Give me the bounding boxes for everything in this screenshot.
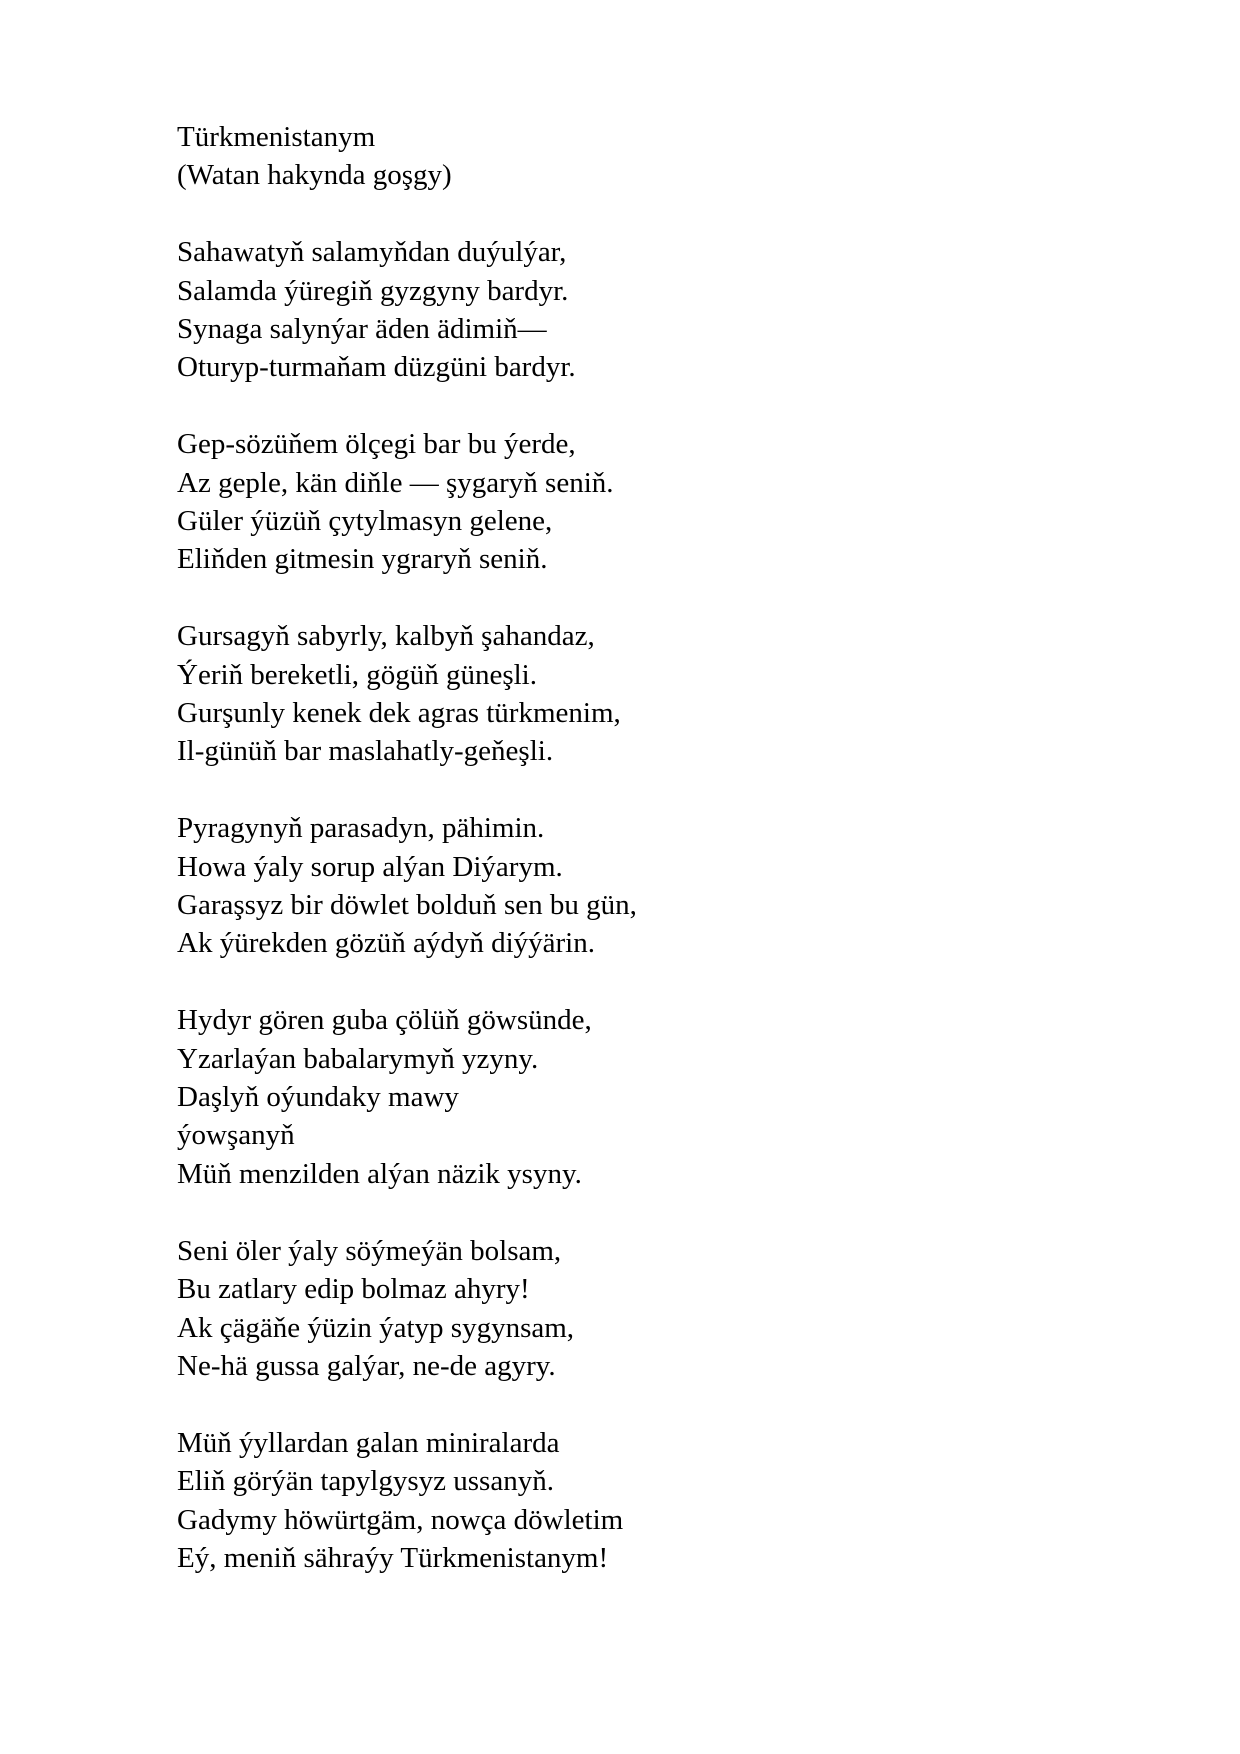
stanza-1 <box>177 233 1077 387</box>
verse-line: Müň ýyllardan galan miniralarda <box>177 1426 560 1459</box>
verse-line: Güler ýüzüň çytylmasyn gelene, <box>177 505 553 538</box>
verse-line: Gep-sözüňem ölçegi bar bu ýerde, <box>177 428 576 461</box>
poem-subtitle: (Watan hakynda goşgy) <box>177 159 452 192</box>
verse-line: Seni öler ýaly söýmeýän bolsam, <box>177 1234 562 1267</box>
verse-line: Daşlyň oýundaky mawy <box>177 1081 459 1114</box>
poem <box>177 118 1077 1577</box>
verse-line: Oturyp-turmaňam düzgüni bardyr. <box>177 351 576 384</box>
verse-line: Eý, meniň sähraýy Türkmenistanym! <box>177 1541 609 1574</box>
verse-line: Eliň görýän tapylgysyz ussanyň. <box>177 1465 554 1498</box>
stanza-3 <box>177 617 1077 771</box>
poem-title: Türkmenistanym <box>177 121 376 153</box>
verse-line: Sahawatyň salamyňdan duýulýar, <box>177 236 567 269</box>
verse-line: Garaşsyz bir döwlet bolduň sen bu gün, <box>177 889 637 922</box>
stanza-5 <box>177 1001 1077 1193</box>
verse-line: Yzarlaýan babalarymyň yzyny. <box>177 1042 539 1075</box>
stanza-4 <box>177 809 1077 963</box>
verse-line: Gadymy höwürtgäm, nowça döwletim <box>177 1503 624 1536</box>
verse-line: Az geple, kän diňle — şygaryň seniň. <box>177 466 614 499</box>
verse-line: Il-günüň bar maslahatly-geňeşli. <box>177 735 554 768</box>
verse-line: ýowşanyň <box>177 1119 295 1152</box>
verse-line: Ne-hä gussa galýar, ne-de agyry. <box>177 1349 556 1382</box>
stanza-7 <box>177 1424 1077 1578</box>
verse-line: Bu zatlary edip bolmaz ahyry! <box>177 1273 530 1306</box>
verse-line: Ak çägäňe ýüzin ýatyp sygynsam, <box>177 1311 575 1344</box>
stanza-6 <box>177 1232 1077 1386</box>
verse-line: Howa ýaly sorup alýan Diýarym. <box>177 850 563 883</box>
verse-line: Synaga salynýar äden ädimiň— <box>177 313 547 346</box>
verse-line: Gursagyň sabyrly, kalbyň şahandaz, <box>177 620 595 653</box>
verse-line: Gurşunly kenek dek agras türkmenim, <box>177 697 621 730</box>
verse-line: Salamda ýüregiň gyzgyny bardyr. <box>177 274 569 307</box>
verse-line: Hydyr gören guba çölüň göwsünde, <box>177 1004 592 1037</box>
verse-line: Ak ýürekden gözüň aýdyň diýýärin. <box>177 927 595 960</box>
stanza-2 <box>177 425 1077 579</box>
verse-line: Eliňden gitmesin ygraryň seniň. <box>177 543 548 576</box>
verse-line: Müň menzilden alýan näzik ysyny. <box>177 1157 582 1190</box>
verse-line: Ýeriň bereketli, gögüň güneşli. <box>177 658 537 691</box>
verse-line: Pyragynyň parasadyn, pähimin. <box>177 812 545 845</box>
